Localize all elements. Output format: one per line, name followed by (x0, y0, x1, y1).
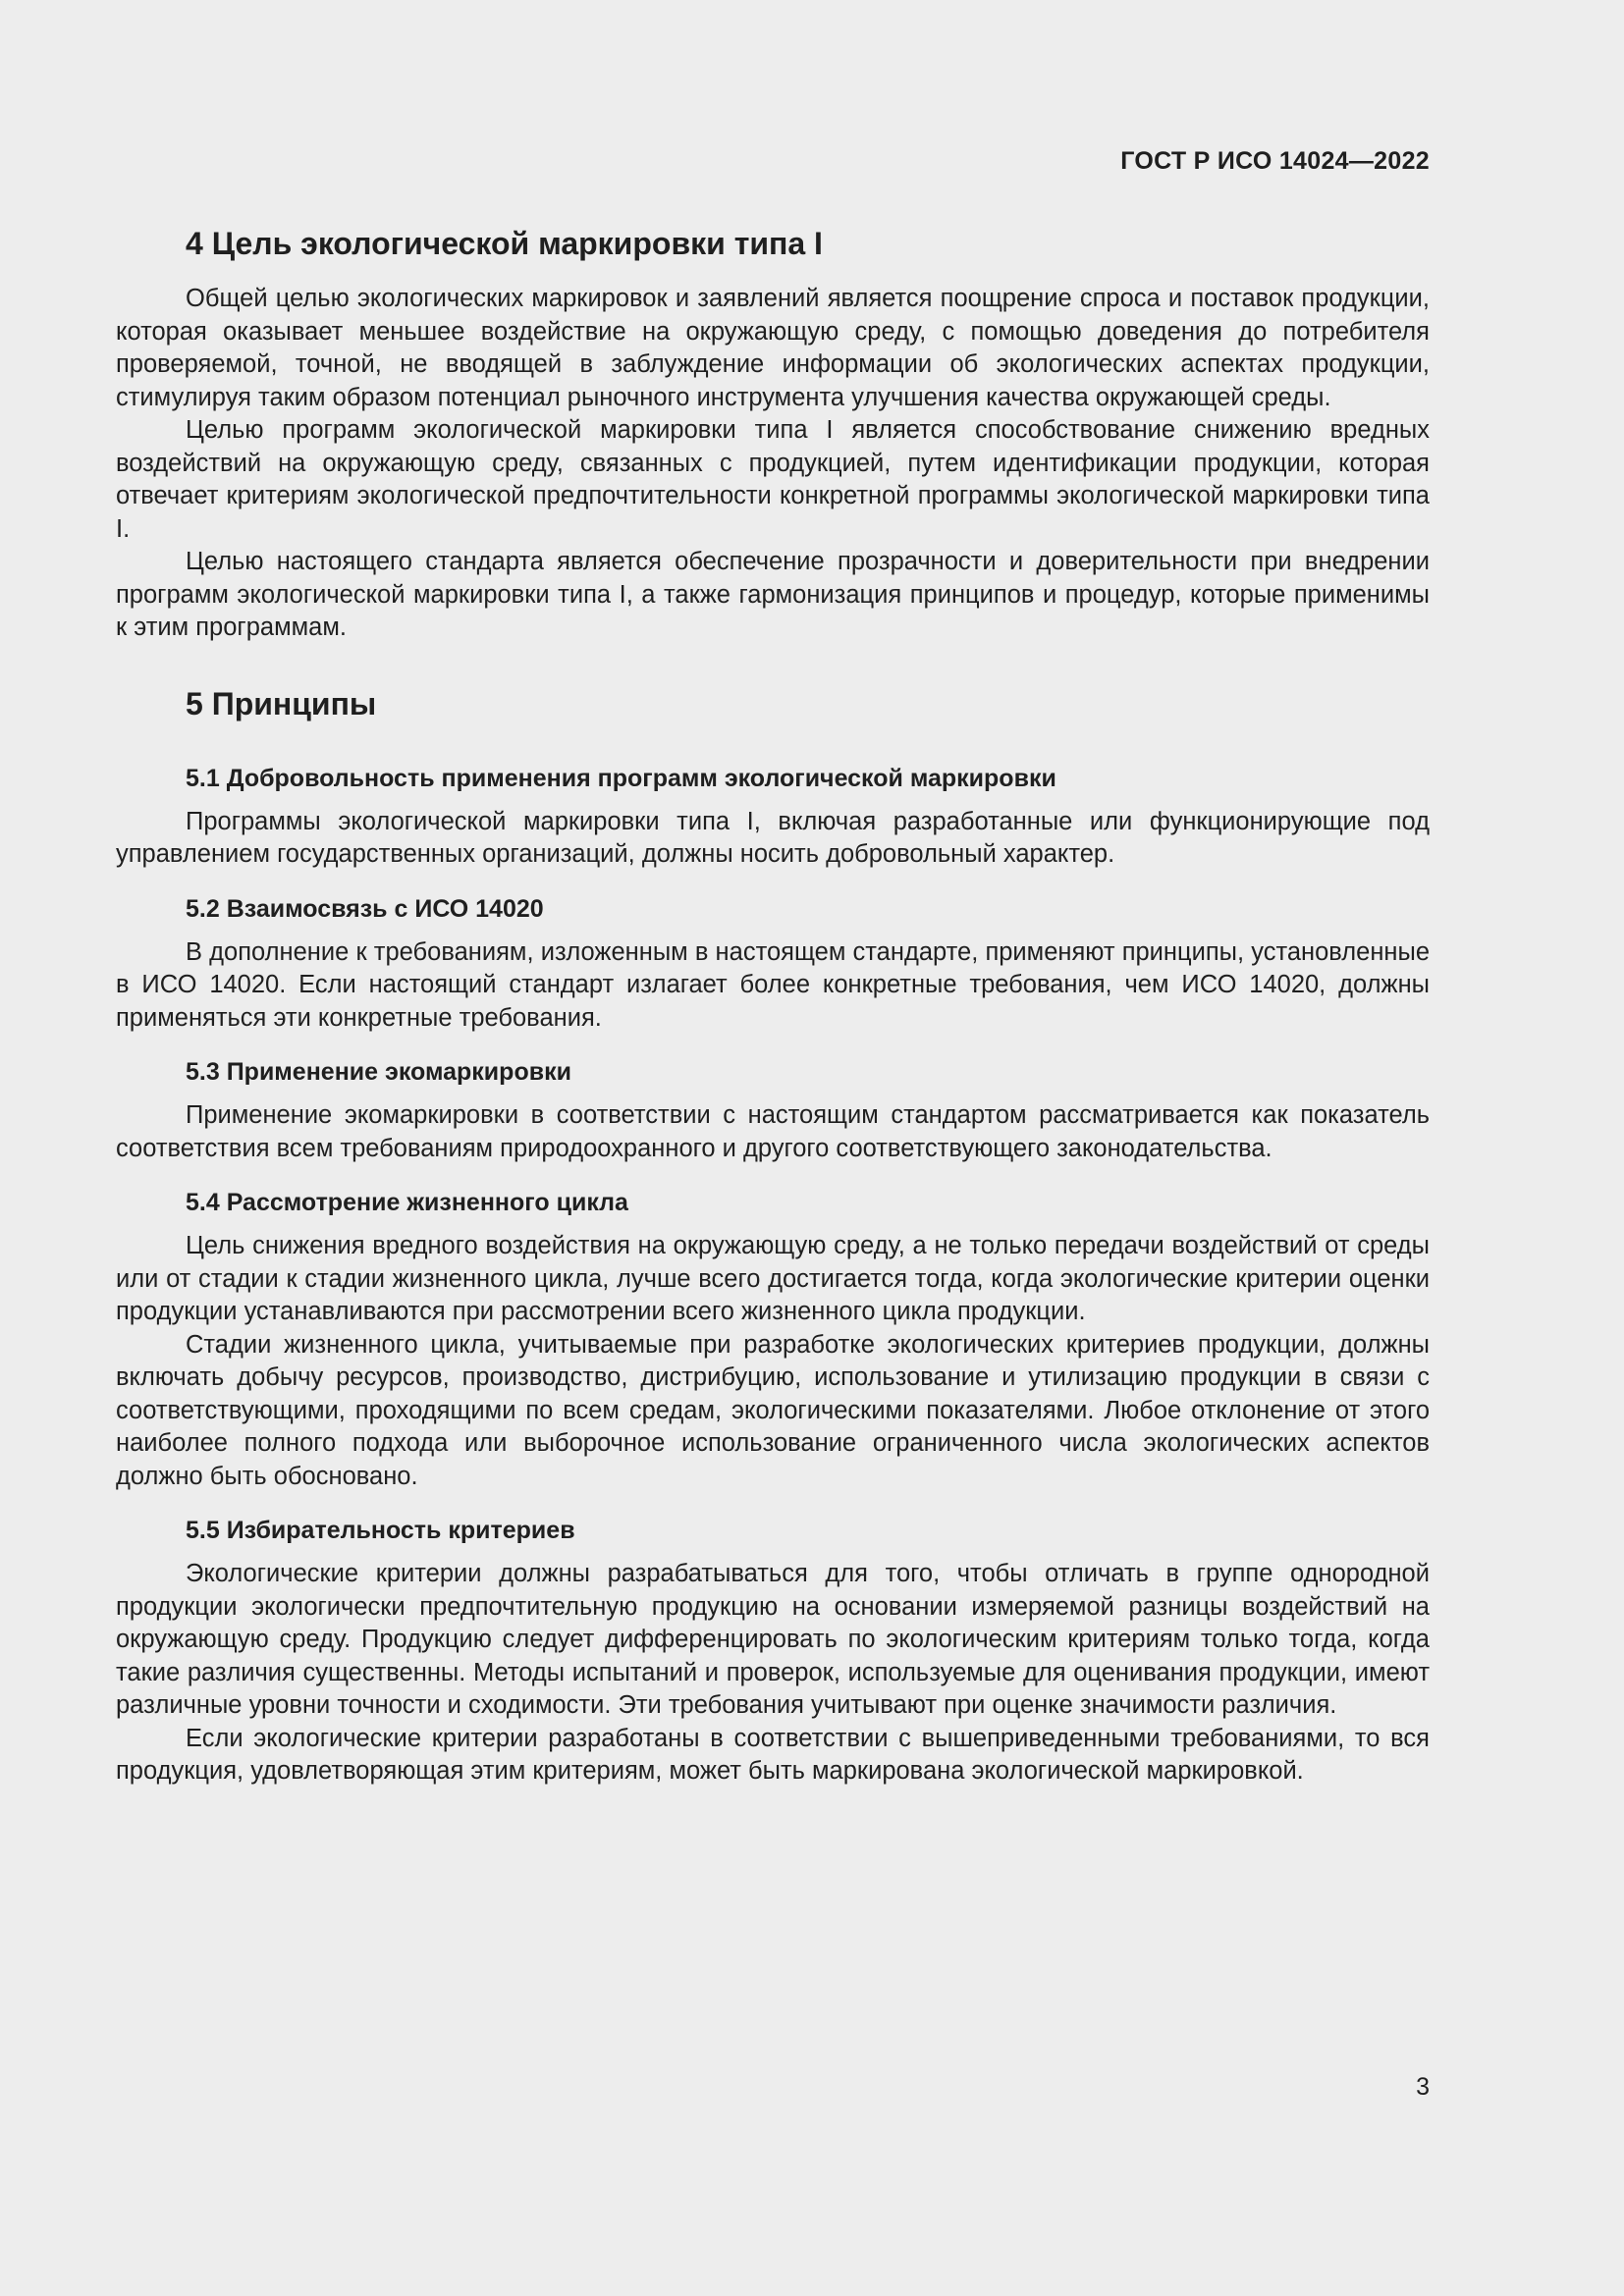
page-number: 3 (1416, 2073, 1430, 2101)
subsection-5-2-heading: 5.2 Взаимосвязь с ИСО 14020 (186, 894, 544, 923)
subsection-5-4-heading: 5.4 Рассмотрение жизненного цикла (186, 1189, 628, 1216)
paragraph: Если экологические критерии разработаны в соответствии с вышеприведенными требованиями, то вся продукция, удовлетворяющая этим критериям, может быть маркирована экологической маркировкой. (116, 1724, 1430, 1785)
paragraph: Программы экологической маркировки типа I, включая разработанные или функционирующие под управлением государственных организаций, должны носить добровольный характер. (116, 807, 1430, 868)
paragraph: Цель снижения вредного воздействия на окружающую среду, а не только передачи воздействий от среды или от стадии к стадии жизненного цикла, лучше всего достигается тогда, когда экологические критерии оценки продукции устанавливаются при рассмотрении всего жизненного цикла продукции. (116, 1232, 1430, 1325)
paragraph: Целью программ экологической маркировки типа I является способствование снижению вредных воздействий на окружающую среду, связанных с продукцией, путем идентификации продукции, которая отвечает критериям экологической предпочтительности конкретной программы экологической маркировки типа I. (116, 416, 1430, 543)
paragraph: Экологические критерии должны разрабатываться для того, чтобы отличать в группе однородной продукции экологически предпочтительную продукцию на основании измеряемой разницы воздействий на окружающую среду. Продукцию следует дифференцировать по экологическим критериям только тогда, когда такие различия существенны. Методы испытаний и проверок, используемые для оценивания продукции, имеют различные уровни точности и сходимости. Эти требования учитывают при оценке значимости различия. (116, 1560, 1430, 1719)
document-page (116, 0, 1430, 2296)
paragraph: Общей целью экологических маркировок и заявлений является поощрение спроса и поставок продукции, которая оказывает меньшее воздействие на окружающую среду, с помощью доведения до потребителя проверяемой, точной, не вводящей в заблуждение информации об экологических аспектах продукции, стимулируя таким образом потенциал рыночного инструмента улучшения качества окружающей среды. (116, 285, 1430, 411)
section-4-heading: 4 Цель экологической маркировки типа I (186, 226, 823, 261)
subsection-5-5-heading: 5.5 Избирательность критериев (186, 1517, 575, 1544)
paragraph: Целью настоящего стандарта является обеспечение прозрачности и доверительности при внедрении программ экологической маркировки типа I, а также гармонизация принципов и процедур, которые применимы к этим программам. (116, 548, 1430, 641)
paragraph: Стадии жизненного цикла, учитываемые при разработке экологических критериев продукции, должны включать добычу ресурсов, производство, дистрибуцию, использование и утилизацию продукции в связи с соответствующими, проходящими по всем средам, экологическими показателями. Любое отклонение от этого наиболее полного подхода или выборочное использование ограниченного числа экологических аспектов должно быть обосновано. (116, 1330, 1430, 1490)
document-content (116, 222, 1430, 1789)
paragraph: Применение экомаркировки в соответствии с настоящим стандартом рассматривается как показатель соответствия всем требованиям природоохранного и другого соответствующего законодательства. (116, 1101, 1430, 1162)
subsection-5-3-heading: 5.3 Применение экомаркировки (186, 1058, 571, 1086)
subsection-5-1-heading: 5.1 Добровольность применения программ экологической маркировки (186, 764, 1056, 792)
section-5-heading: 5 Принципы (186, 685, 377, 721)
paragraph: В дополнение к требованиям, изложенным в настоящем стандарте, применяют принципы, установленные в ИСО 14020. Если настоящий стандарт излагает более конкретные требования, чем ИСО 14020, должны применяться эти конкретные требования. (116, 937, 1430, 1032)
document-code: ГОСТ Р ИСО 14024—2022 (1120, 147, 1430, 175)
